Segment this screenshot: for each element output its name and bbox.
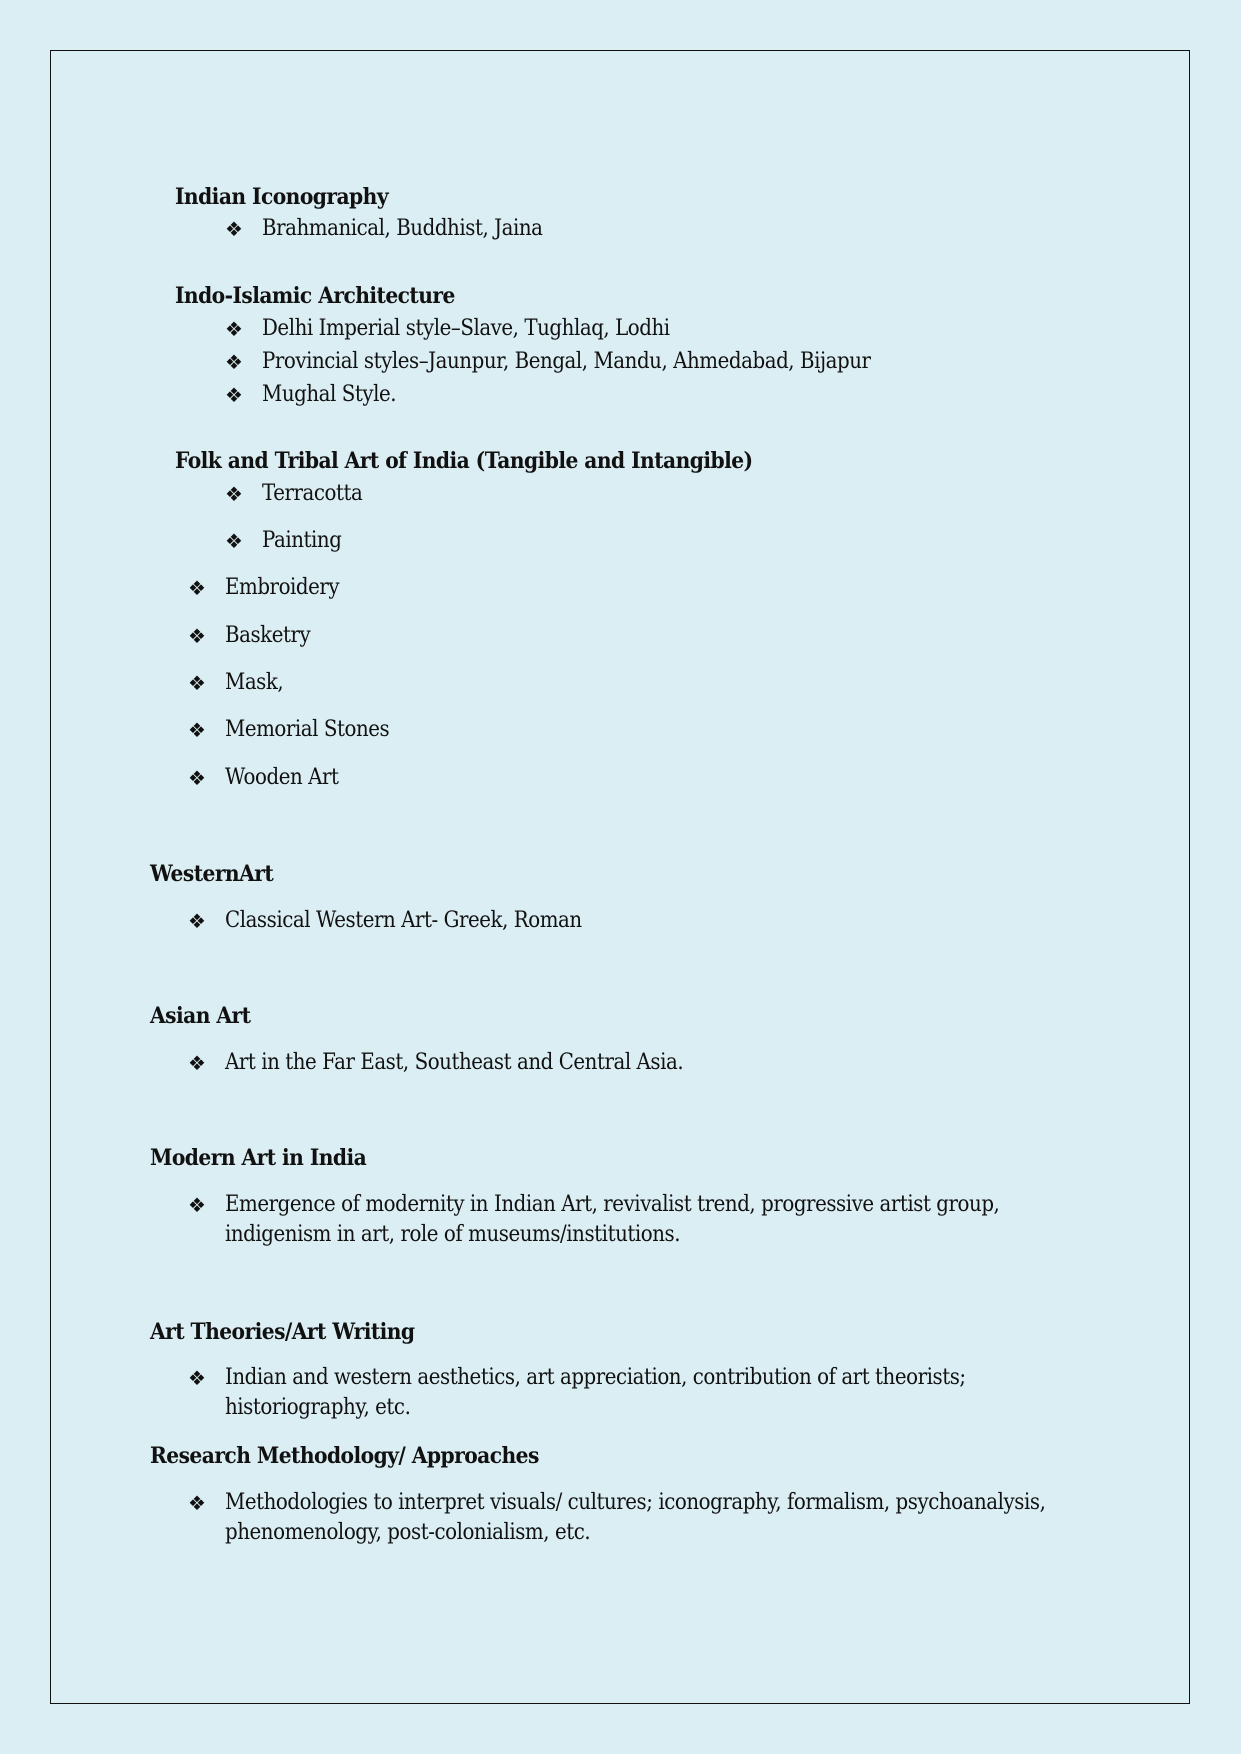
diamond-bullet-icon: ❖ bbox=[225, 383, 243, 407]
section-heading-research-methodology: Research Methodology/ Approaches bbox=[150, 1443, 539, 1469]
diamond-bullet-icon: ❖ bbox=[225, 529, 243, 553]
diamond-bullet-icon: ❖ bbox=[188, 1491, 206, 1515]
diamond-bullet-icon: ❖ bbox=[225, 317, 243, 341]
diamond-bullet-icon: ❖ bbox=[188, 624, 206, 648]
diamond-bullet-icon: ❖ bbox=[188, 766, 206, 790]
diamond-bullet-icon: ❖ bbox=[225, 350, 243, 374]
section-heading-indo-islamic-architecture: Indo-Islamic Architecture bbox=[175, 283, 455, 309]
diamond-bullet-icon: ❖ bbox=[188, 671, 206, 695]
section-heading-western-art: WesternArt bbox=[150, 861, 274, 887]
diamond-bullet-icon: ❖ bbox=[188, 718, 206, 742]
diamond-bullet-icon: ❖ bbox=[188, 1193, 206, 1217]
diamond-bullet-icon: ❖ bbox=[225, 482, 243, 506]
section-heading-art-theories: Art Theories/Art Writing bbox=[150, 1319, 415, 1345]
section-heading-indian-iconography: Indian Iconography bbox=[175, 184, 389, 210]
section-heading-modern-art-india: Modern Art in India bbox=[150, 1145, 367, 1171]
diamond-bullet-icon: ❖ bbox=[188, 1051, 206, 1075]
diamond-bullet-icon: ❖ bbox=[188, 576, 206, 600]
section-heading-asian-art: Asian Art bbox=[150, 1003, 251, 1029]
diamond-bullet-icon: ❖ bbox=[188, 909, 206, 933]
diamond-bullet-icon: ❖ bbox=[188, 1366, 206, 1390]
section-heading-folk-tribal-art: Folk and Tribal Art of India (Tangible and Intangible) bbox=[175, 448, 753, 474]
diamond-bullet-icon: ❖ bbox=[225, 217, 243, 241]
